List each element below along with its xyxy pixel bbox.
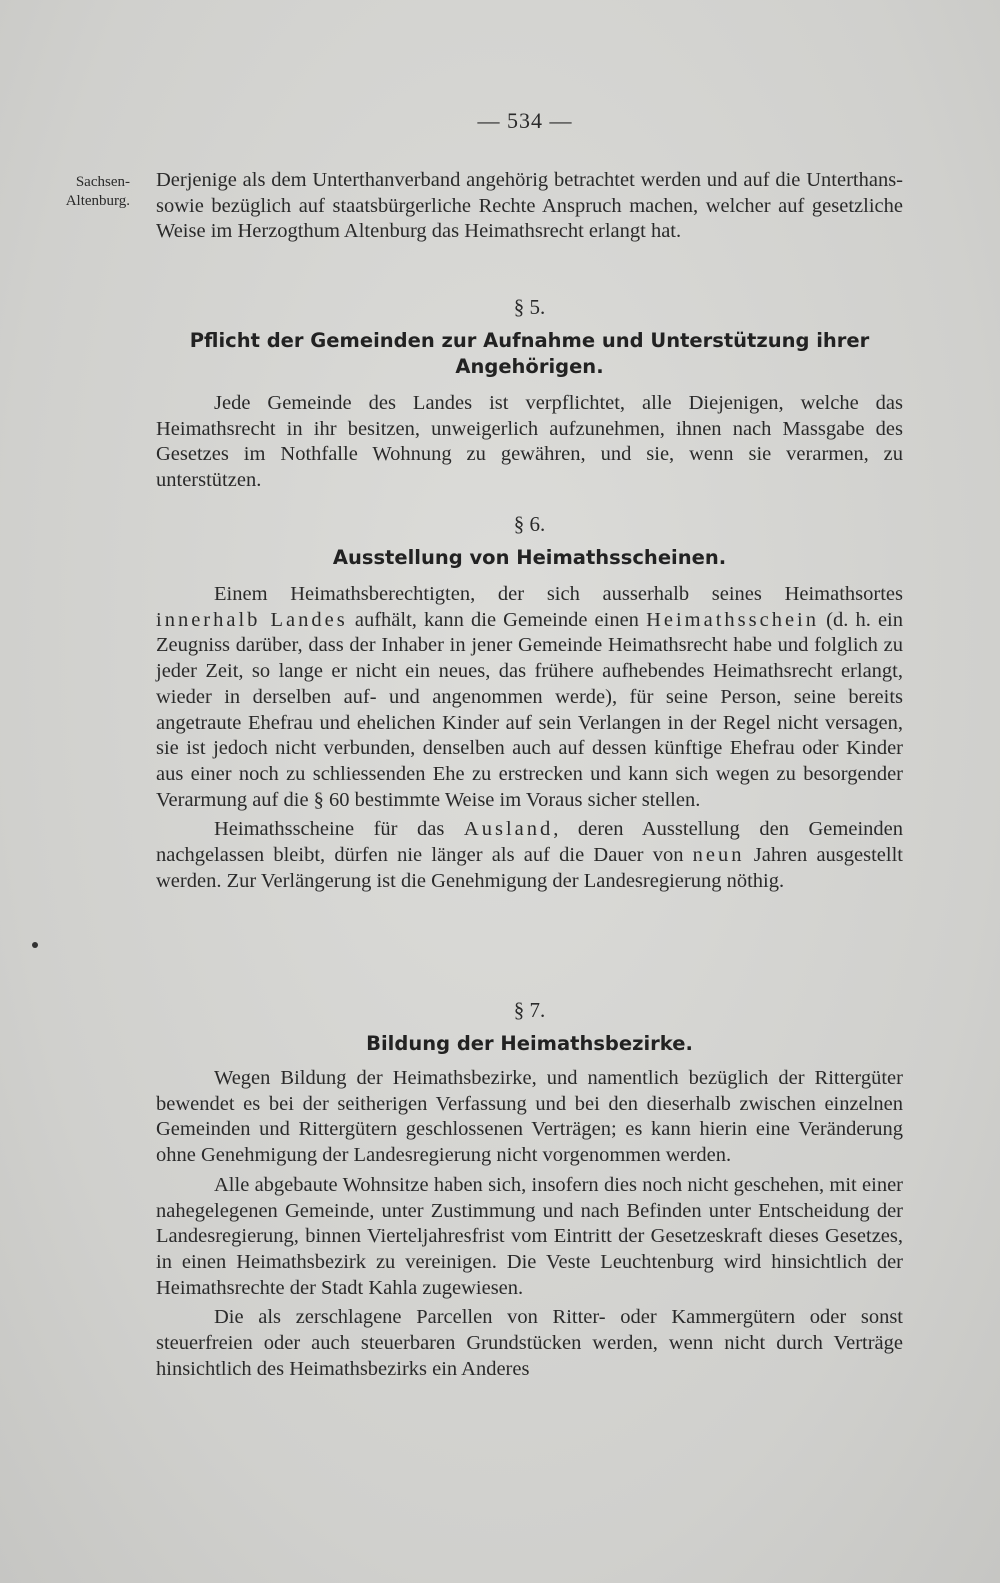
section5-heading-line1: Pflicht der Gemeinden zur Aufnahme und Unterstützung ihrer: [189, 329, 870, 352]
section6-p2-a: Heimathsscheine für das: [214, 818, 464, 841]
section5-heading: [156, 328, 903, 380]
section6-p1-c: aufhält, kann die Gemeinde einen: [347, 608, 647, 631]
section6-p2-e: Jahren ausgestellt werden. Zur Verlängerung ist die Genehmigung der Landesregierung nöthig.: [156, 844, 903, 892]
section7-paragraph3: Die als zerschlagene Parcellen von Ritter- oder Kammergütern oder sonst steuerfreien oder auch steuerbaren Grundstücken werden, wenn nicht durch Verträge hinsichtlich des Heimathsbezirks ein Anderes: [156, 1306, 903, 1380]
section6-p1-d: Heimathsschein: [646, 608, 820, 631]
section5-number: § 5.: [513, 295, 546, 319]
section7-number: § 7.: [513, 998, 546, 1022]
section6-paragraph2: [156, 817, 903, 894]
section6-body: [156, 582, 903, 894]
section6-heading: Ausstellung von Heimathsscheinen.: [332, 546, 727, 569]
margin-note: [30, 173, 130, 211]
section5-heading-line2: Angehörigen.: [455, 355, 604, 378]
section7-paragraph1: Wegen Bildung der Heimathsbezirke, und namentlich bezüglich der Rittergüter bewendet es bei der seitherigen Verfassung und bei den dieserhalb zwischen einzelnen Gemeinden und Rittergütern geschlossenen Verträgen; es kann hierin eine Veränderung ohne Genehmigung der Landesregierung nicht vorgenommen werden.: [156, 1067, 903, 1167]
section5-paragraph: Jede Gemeinde des Landes ist verpflichtet, alle Diejenigen, welche das Heimathsrecht in ihr besitzen, unweigerlich aufzunehmen, ihnen nach Massgabe des Gesetzes im Nothfalle Wohnung zu gewähren, und sie, wenn sie verarmen, zu unterstützen.: [156, 392, 903, 492]
intro-paragraph: Derjenige als dem Unterthanverband angehörig betrachtet werden und auf die Unterthans- sowie bezüglich auf staatsbürgerliche Rechte Anspruch machen, welcher auf gesetzliche Weise im Herzogthum Altenburg das Heimathsrecht erlangt hat.: [156, 169, 903, 243]
page-number: — 534 —: [477, 108, 573, 133]
section6-p2-c: , deren Ausstellung den Gemeinden nachgelassen bleibt, dürfen nie länger als auf die Dauer von: [156, 818, 903, 867]
section7-body: [156, 1066, 903, 1382]
section6-number: § 6.: [513, 512, 546, 536]
section6-p1-b: innerhalb Landes: [156, 608, 348, 631]
section6-p2-d: neun: [692, 844, 745, 867]
margin-note-line1: Sachsen-: [75, 174, 130, 190]
margin-note-line2: Altenburg.: [65, 193, 130, 209]
intro-block: [156, 168, 903, 245]
section6-p1-e: (d. h. ein Zeugniss darüber, dass der Inhaber in jener Gemeinde Heimathsrecht habe und folglich zu jeder Zeit, so lange er nicht ein neues, das frühere aufhebendes Heimathsrecht erlangt, wieder in derselben auf- und angenommen werde), für seine Person, seine bereits angetraute Ehefrau und ehelichen Kinder auf sein Verlangen in der Regel nicht versagen, sie ist jedoch nicht verbunden, denselben auch auf dessen künftige Ehefrau oder Kinder aus einer noch zu schliessenden Ehe zu erstrecken und kann sich wegen zu besorgender Verarmung auf die § 60 bestimmte Weise im Voraus sicher stellen.: [156, 608, 904, 811]
ink-spot: [32, 942, 38, 948]
section6-p2-b: Ausland: [463, 818, 554, 841]
section6-paragraph1: [156, 582, 903, 813]
section6-p1-a: Einem Heimathsberechtigten, der sich ausserhalb seines Heimathsortes: [214, 583, 903, 605]
section5-body: [156, 391, 903, 494]
section7-heading: Bildung der Heimathsbezirke.: [366, 1032, 693, 1055]
section7-paragraph2: Alle abgebaute Wohnsitze haben sich, insofern dies noch nicht geschehen, mit einer nahegelegenen Gemeinde, unter Zustimmung und nach Befinden unter Entscheidung der Landesregierung, binnen Vierteljahresfrist vom Eintritt der Gesetzeskraft dieses Gesetzes, in einen Heimathsbezirk zu vereinigen. Die Veste Leuchtenburg wird hinsichtlich der Heimathsrechte der Stadt Kahla zugewiesen.: [156, 1173, 903, 1299]
